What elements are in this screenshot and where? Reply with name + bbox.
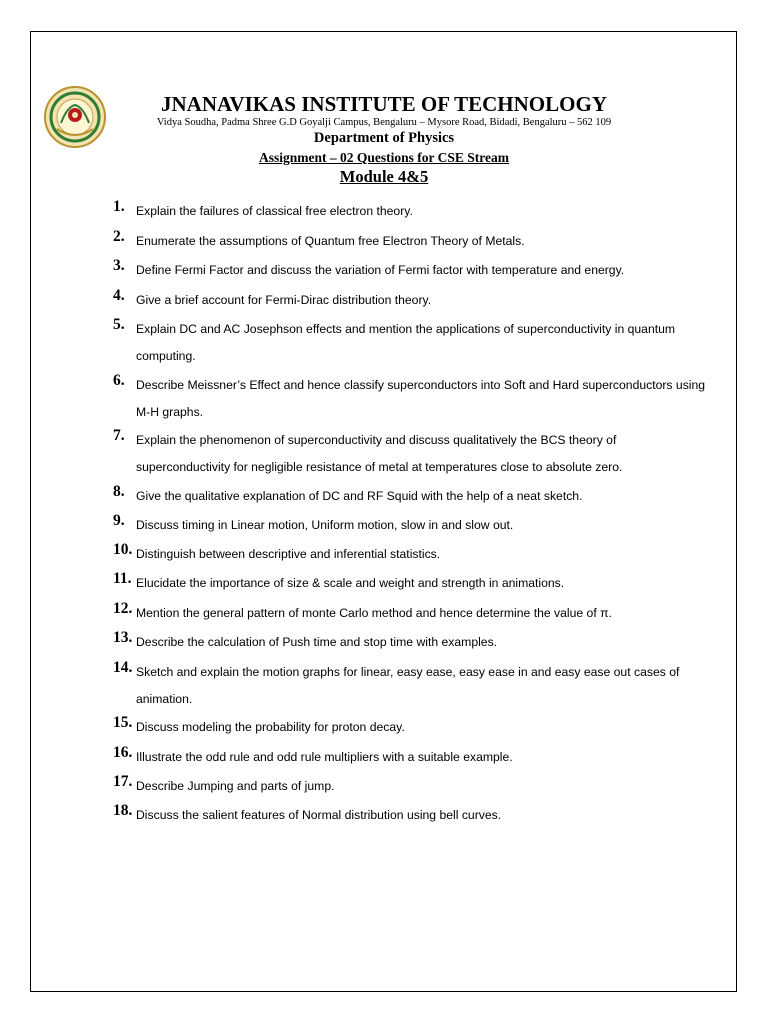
question-number: 5. [113,316,125,333]
question-text: Give the qualitative explanation of DC and RF Squid with the help of a neat sketch. [136,489,583,503]
question-number: 12. [113,600,133,617]
question-item [113,198,713,225]
question-item [113,372,713,426]
question-item [113,316,713,370]
question-number: 13. [113,629,133,646]
question-item [113,570,713,597]
department-title: Department of Physics [313,130,455,146]
question-number: 3. [113,257,125,274]
question-text: Explain the failures of classical free electron theory. [136,204,413,218]
question-text: Give a brief account for Fermi-Dirac distribution theory. [136,293,432,307]
question-item [113,512,713,539]
question-text: Discuss modeling the probability for proton decay. [136,720,405,734]
question-number: 9. [113,512,125,529]
question-text: Elucidate the importance of size & scale and weight and strength in animations. [136,576,565,590]
institute-name: JNANAVIKAS INSTITUTE OF TECHNOLOGY [161,92,607,116]
question-text: Define Fermi Factor and discuss the variation of Fermi factor with temperature and energy. [136,263,625,277]
question-text: Describe the calculation of Push time and stop time with examples. [136,635,498,649]
question-number: 1. [113,198,125,215]
question-number: 6. [113,372,125,389]
question-number: 2. [113,228,125,245]
question-text: Illustrate the odd rule and odd rule multipliers with a suitable example. [136,750,513,764]
question-item [113,427,713,481]
question-text: Describe Jumping and parts of jump. [136,779,335,793]
question-item [113,744,713,771]
question-item [113,600,713,627]
question-text: Explain DC and AC Josephson effects and mention the applications of superconductivity in quantum computing. [136,322,676,363]
question-number: 18. [113,802,133,819]
question-number: 4. [113,287,125,304]
question-number: 17. [113,773,133,790]
question-text: Enumerate the assumptions of Quantum free Electron Theory of Metals. [136,234,525,248]
question-item [113,541,713,568]
question-number: 16. [113,744,133,761]
question-number: 8. [113,483,125,500]
question-number: 10. [113,541,133,558]
question-text: Describe Meissner’s Effect and hence classify superconductors into Soft and Hard superconductors using M-H graphs. [136,378,706,419]
question-text: Sketch and explain the motion graphs for linear, easy ease, easy ease in and easy ease out cases of animation. [136,665,680,706]
question-item [113,257,713,284]
question-number: 7. [113,427,125,444]
question-item [113,629,713,656]
question-item [113,802,713,829]
assignment-title: Assignment – 02 Questions for CSE Stream [258,150,509,165]
question-item [113,659,713,713]
question-number: 15. [113,714,133,731]
question-item [113,287,713,314]
question-item [113,714,713,741]
institute-address: Vidya Soudha, Padma Shree G.D Goyalji Campus, Bengaluru – Mysore Road, Bidadi, Bengaluru – 562 109 [156,117,612,128]
question-number: 14. [113,659,133,676]
question-item [113,773,713,800]
module-title: Module 4&5 [339,167,429,186]
question-number: 11. [113,570,132,587]
question-text: Explain the phenomenon of superconductivity and discuss qualitatively the BCS theory of superconductivity for negligible resistance of metal at temperatures close to absolute zero. [136,433,623,474]
question-text: Discuss the salient features of Normal distribution using bell curves. [136,808,502,822]
question-item [113,228,713,255]
question-item [113,483,713,510]
question-text: Mention the general pattern of monte Carlo method and hence determine the value of π. [136,606,612,620]
question-text: Discuss timing in Linear motion, Uniform motion, slow in and slow out. [136,518,514,532]
question-text: Distinguish between descriptive and inferential statistics. [136,547,441,561]
